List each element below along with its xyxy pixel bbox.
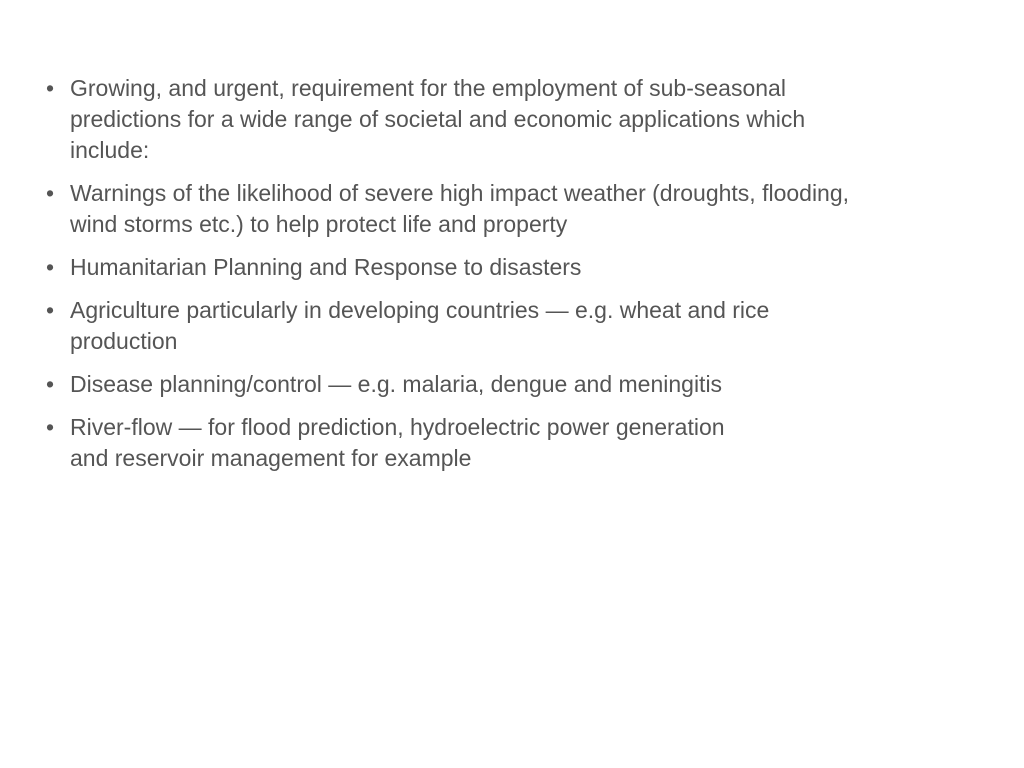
bullet-item-disease xyxy=(46,369,976,400)
bullet-item-agriculture xyxy=(46,295,976,357)
bullet-icon: • xyxy=(46,414,55,440)
bullet-item-humanitarian xyxy=(46,252,976,283)
bullet-text: River-flow — for flood prediction, hydroelectric power generation and reservoir management for example xyxy=(70,414,725,471)
bullet-text: Agriculture particularly in developing countries — e.g. wheat and rice production xyxy=(70,297,770,354)
bullet-text: Disease planning/control — e.g. malaria, dengue and meningitis xyxy=(70,371,723,397)
bullet-text: Humanitarian Planning and Response to disasters xyxy=(70,254,582,280)
bullet-text: Warnings of the likelihood of severe high impact weather (droughts, flooding, wind storms etc.) to help protect life and property xyxy=(70,180,850,237)
bullet-icon: • xyxy=(46,254,55,280)
bullet-icon: • xyxy=(46,371,55,397)
bullet-text: Growing, and urgent, requirement for the employment of sub-seasonal predictions for a wide range of societal and economic applications which include: xyxy=(70,75,806,163)
bullet-icon: • xyxy=(46,180,55,206)
bullet-item-river-flow xyxy=(46,412,976,474)
bullet-list xyxy=(46,73,976,486)
bullet-icon: • xyxy=(46,297,55,323)
bullet-item-warnings xyxy=(46,178,976,240)
bullet-icon: • xyxy=(46,75,55,101)
bullet-item-requirement xyxy=(46,73,976,166)
